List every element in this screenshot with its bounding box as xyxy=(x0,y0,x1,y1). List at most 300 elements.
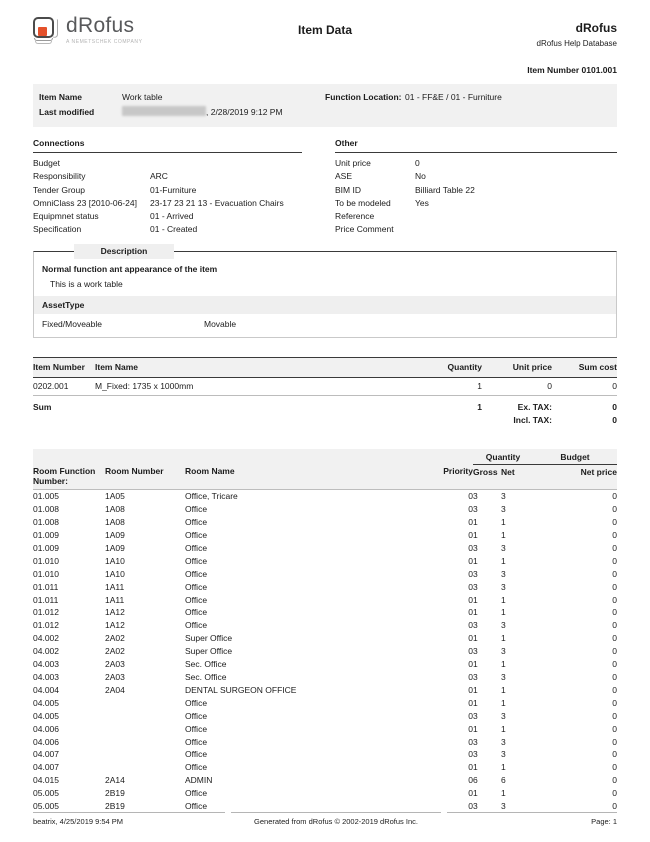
room-gross: 1 xyxy=(473,684,478,695)
room-row xyxy=(33,516,617,529)
room-number: 2A03 xyxy=(105,671,125,682)
room-function-number: 04.003 xyxy=(33,659,59,670)
description-box xyxy=(33,245,617,338)
room-name: Office xyxy=(185,801,208,812)
room-net: 6 xyxy=(501,775,506,786)
room-function-number: 01.011 xyxy=(33,581,59,592)
room-priority: 0 xyxy=(468,659,473,670)
other-label: ASE xyxy=(335,171,353,182)
connection-label: OmniClass 23 [2010-06-24] xyxy=(33,197,137,208)
room-gross: 3 xyxy=(473,671,478,682)
room-net-price: 0 xyxy=(612,659,617,670)
room-gross: 1 xyxy=(473,659,478,670)
other-row xyxy=(335,184,617,197)
connection-label: Tender Group xyxy=(33,184,85,195)
room-priority: 0 xyxy=(468,684,473,695)
room-net: 1 xyxy=(501,633,506,644)
room-number: 1A11 xyxy=(105,581,125,592)
connection-label: Budget xyxy=(33,158,60,168)
room-net: 1 xyxy=(501,762,506,773)
other-value: Yes xyxy=(415,197,429,208)
room-number: 1A08 xyxy=(105,517,125,528)
connection-value: 01-Furniture xyxy=(150,184,197,195)
room-gross: 3 xyxy=(473,542,478,553)
room-gross: 1 xyxy=(473,530,478,540)
room-priority: 0 xyxy=(468,491,473,502)
room-net: 3 xyxy=(501,620,506,631)
room-net-price: 0 xyxy=(612,736,617,747)
room-net-price: 0 xyxy=(612,684,617,695)
connection-row xyxy=(33,170,302,183)
room-priority: 0 xyxy=(468,749,473,760)
room-name: Office xyxy=(185,530,208,540)
room-number xyxy=(105,723,185,736)
items-header-row xyxy=(33,357,617,377)
room-net-price: 0 xyxy=(612,775,617,786)
room-number xyxy=(105,697,185,710)
footer-page-number: Page: 1 xyxy=(447,812,617,826)
room-net-price: 0 xyxy=(612,633,617,644)
room-net: 3 xyxy=(501,749,506,760)
room-row xyxy=(33,697,617,710)
room-name: Office xyxy=(185,620,208,631)
asset-type-band: AssetType xyxy=(34,296,616,314)
item-info-box xyxy=(33,84,617,127)
room-row xyxy=(33,632,617,645)
item-row-number: 0202.001 xyxy=(33,377,95,395)
room-function-number: 04.005 xyxy=(33,697,59,708)
fixed-moveable-value: Movable xyxy=(204,318,237,329)
other-value: Billiard Table 22 xyxy=(415,184,475,195)
room-net-price: 0 xyxy=(612,581,617,592)
room-priority: 0 xyxy=(468,555,473,566)
room-row xyxy=(33,645,617,658)
rooms-table xyxy=(33,449,617,813)
room-net-price: 0 xyxy=(612,801,617,812)
room-function-number: 01.011 xyxy=(33,594,59,605)
connection-value: 01 - Arrived xyxy=(150,211,194,222)
other-label: Unit price xyxy=(335,158,371,168)
room-row xyxy=(33,710,617,723)
other-value xyxy=(415,210,617,223)
room-function-number: 01.005 xyxy=(33,491,59,502)
room-function-number: 01.009 xyxy=(33,542,59,553)
item-row-sum-cost: 0 xyxy=(552,377,617,395)
other-row xyxy=(335,210,617,223)
room-row xyxy=(33,658,617,671)
room-priority: 0 xyxy=(468,607,473,618)
room-net: 1 xyxy=(501,723,506,734)
description-tab: Description xyxy=(74,244,174,259)
room-net-price: 0 xyxy=(612,697,617,708)
quantity-group-header: Quantity xyxy=(473,449,533,465)
connection-label: Specification xyxy=(33,224,82,235)
room-priority: 0 xyxy=(468,530,473,540)
room-priority: 0 xyxy=(468,517,473,528)
room-number: 1A09 xyxy=(105,542,125,553)
room-gross: 3 xyxy=(473,581,478,592)
room-name: Office xyxy=(185,723,208,734)
room-priority: 0 xyxy=(468,762,473,773)
room-net: 3 xyxy=(501,710,506,721)
item-row-quantity: 1 xyxy=(417,377,482,395)
item-number: Item Number 0101.001 xyxy=(527,65,617,75)
room-priority: 0 xyxy=(468,568,473,579)
room-net-price: 0 xyxy=(612,671,617,682)
room-row xyxy=(33,568,617,581)
logo-subtext: A NEMETSCHEK COMPANY xyxy=(66,39,143,45)
room-gross: 3 xyxy=(473,749,478,760)
room-name: Office xyxy=(185,555,208,566)
room-priority: 0 xyxy=(468,710,473,721)
connection-row xyxy=(33,157,302,170)
room-net: 1 xyxy=(501,659,506,670)
room-number: 2A04 xyxy=(105,684,125,695)
room-function-number: 04.015 xyxy=(33,775,59,786)
room-net-price: 0 xyxy=(612,555,617,566)
room-priority: 0 xyxy=(468,633,473,644)
other-row xyxy=(335,157,617,170)
room-function-number: 04.006 xyxy=(33,736,59,747)
ex-tax-value: 0 xyxy=(612,401,617,412)
other-label: BIM ID xyxy=(335,184,361,195)
room-gross: 3 xyxy=(473,568,478,579)
function-location-label: Function Location: xyxy=(325,92,402,102)
room-number: 1A09 xyxy=(105,530,125,540)
connection-value: 23-17 23 21 13 - Evacuation Chairs xyxy=(150,197,284,208)
room-priority: 0 xyxy=(468,504,473,515)
room-row xyxy=(33,619,617,632)
connection-label: Equipmnet status xyxy=(33,211,99,222)
room-gross: 3 xyxy=(473,736,478,747)
room-number xyxy=(105,710,185,723)
connection-row xyxy=(33,210,302,223)
room-net: 1 xyxy=(501,684,506,695)
connection-row xyxy=(33,184,302,197)
item-row-name: M_Fixed: 1735 x 1000mm xyxy=(95,377,417,395)
room-function-number: 04.002 xyxy=(33,646,59,657)
room-row xyxy=(33,684,617,697)
other-list xyxy=(335,157,617,237)
room-number: 1A10 xyxy=(105,555,125,566)
room-net: 3 xyxy=(501,504,506,515)
items-incl-tax-row xyxy=(33,413,617,427)
sum-quantity: 1 xyxy=(477,401,482,412)
room-row xyxy=(33,748,617,761)
items-sum-row xyxy=(33,395,617,413)
description-text: This is a work table xyxy=(50,278,123,289)
room-number: 1A08 xyxy=(105,504,125,515)
report-header xyxy=(33,14,617,49)
room-row xyxy=(33,761,617,774)
room-name: Office xyxy=(185,607,208,618)
room-function-number: 01.010 xyxy=(33,568,59,579)
room-net: 1 xyxy=(501,530,506,540)
function-location-row xyxy=(325,90,611,120)
function-location-value: 01 - FF&E / 01 - Furniture xyxy=(405,92,502,102)
room-net-price: 0 xyxy=(612,762,617,773)
connection-row xyxy=(33,197,302,210)
incl-tax-value: 0 xyxy=(612,414,617,425)
room-priority: 0 xyxy=(468,594,473,605)
room-net: 3 xyxy=(501,801,506,812)
room-priority: 0 xyxy=(468,542,473,553)
room-gross: 1 xyxy=(473,517,478,528)
description-heading: Normal function ant appearance of the item xyxy=(42,263,218,274)
room-function-number: 05.005 xyxy=(33,801,59,812)
room-name: Office xyxy=(185,697,208,708)
room-function-number: 01.008 xyxy=(33,504,59,515)
room-function-number: 01.012 xyxy=(33,620,59,631)
rooms-header-room-number: Room Number xyxy=(105,464,185,490)
connection-label: Responsibility xyxy=(33,171,86,182)
room-net-price: 0 xyxy=(612,530,617,540)
drofus-logo-icon xyxy=(33,17,60,49)
room-row xyxy=(33,606,617,619)
other-row xyxy=(335,223,617,236)
room-name: Office xyxy=(185,504,208,515)
room-row xyxy=(33,490,617,503)
room-row xyxy=(33,736,617,749)
incl-tax-label: Incl. TAX: xyxy=(513,414,552,425)
page-footer xyxy=(33,812,617,826)
room-priority: 0 xyxy=(468,736,473,747)
room-net-price: 0 xyxy=(612,723,617,734)
room-net: 3 xyxy=(501,581,506,592)
rooms-header-gross: Gross xyxy=(473,464,501,490)
room-number: 2A03 xyxy=(105,659,125,670)
room-row xyxy=(33,503,617,516)
room-number xyxy=(105,748,185,761)
connection-row xyxy=(33,223,302,236)
room-number: 1A10 xyxy=(105,568,125,579)
database-subtitle: dRofus Help Database xyxy=(536,39,617,48)
items-table-body xyxy=(33,377,617,395)
room-gross: 3 xyxy=(473,646,478,657)
connection-value xyxy=(150,157,302,170)
fixed-moveable-row xyxy=(42,314,608,337)
room-priority: 0 xyxy=(468,646,473,657)
room-priority: 0 xyxy=(468,775,473,786)
room-net: 1 xyxy=(501,607,506,618)
room-gross: 3 xyxy=(473,620,478,631)
room-row xyxy=(33,774,617,787)
room-gross: 1 xyxy=(473,633,478,644)
room-gross: 1 xyxy=(473,555,478,566)
room-number: 2A02 xyxy=(105,633,125,644)
room-net-price: 0 xyxy=(612,607,617,618)
room-name: Office xyxy=(185,517,208,528)
connection-value: ARC xyxy=(150,171,168,182)
room-gross: 1 xyxy=(473,607,478,618)
item-name-label: Item Name xyxy=(39,92,82,102)
room-net: 1 xyxy=(501,517,506,528)
room-name: Office xyxy=(185,710,208,721)
connections-section xyxy=(33,138,302,237)
room-function-number: 04.007 xyxy=(33,749,59,760)
item-name-value: Work table xyxy=(122,92,163,102)
room-name: Sec. Office xyxy=(185,671,227,682)
connections-list xyxy=(33,157,302,237)
room-gross: 3 xyxy=(473,710,478,721)
room-net: 3 xyxy=(501,542,506,553)
room-net-price: 0 xyxy=(612,710,617,721)
detail-columns xyxy=(33,138,617,237)
room-function-number: 04.003 xyxy=(33,671,59,682)
other-label: To be modeled xyxy=(335,197,391,208)
room-number xyxy=(105,736,185,749)
room-row xyxy=(33,529,617,542)
other-value xyxy=(415,223,617,236)
room-name: Office xyxy=(185,762,208,773)
rooms-header-priority: Priority xyxy=(407,464,473,490)
room-function-number: 04.004 xyxy=(33,684,59,695)
room-name: Office xyxy=(185,594,208,605)
info-left-column xyxy=(39,90,325,120)
item-row xyxy=(33,377,617,395)
room-priority: 0 xyxy=(468,697,473,708)
connection-value: 01 - Created xyxy=(150,224,198,235)
room-number: 2A14 xyxy=(105,775,125,786)
footer-generated-note: Generated from dRofus © 2002-2019 dRofus Inc. xyxy=(231,812,441,826)
room-row xyxy=(33,787,617,800)
room-gross: 3 xyxy=(473,801,478,812)
room-name: Office xyxy=(185,568,208,579)
items-header-item-number: Item Number xyxy=(33,357,95,377)
room-function-number: 04.007 xyxy=(33,762,59,773)
items-header-unit-price: Unit price xyxy=(482,357,552,377)
room-net: 3 xyxy=(501,671,506,682)
room-gross: 1 xyxy=(473,723,478,734)
report-title: Item Data xyxy=(297,23,353,37)
room-priority: 0 xyxy=(468,620,473,631)
room-number: 2B19 xyxy=(105,801,125,812)
room-net-price: 0 xyxy=(612,646,617,657)
footer-user-timestamp: beatrix, 4/25/2019 9:54 PM xyxy=(33,812,225,826)
room-name: Office xyxy=(185,581,208,592)
rooms-header-net-price: Net price xyxy=(533,464,617,490)
room-net-price: 0 xyxy=(612,749,617,760)
room-gross: 1 xyxy=(473,697,478,708)
room-name: Super Office xyxy=(185,633,233,644)
room-number: 2B19 xyxy=(105,788,125,799)
room-net-price: 0 xyxy=(612,491,617,502)
room-number: 1A12 xyxy=(105,607,125,618)
rooms-header-room-name: Room Name xyxy=(185,464,407,490)
other-title: Other xyxy=(335,138,617,153)
room-number: 1A05 xyxy=(105,491,125,502)
room-name: Sec. Office xyxy=(185,659,227,670)
fixed-moveable-label: Fixed/Moveable xyxy=(42,318,103,329)
room-name: Office xyxy=(185,788,208,799)
room-net-price: 0 xyxy=(612,542,617,553)
room-gross: 6 xyxy=(473,775,478,786)
room-row xyxy=(33,800,617,813)
room-name: Super Office xyxy=(185,646,233,657)
room-row xyxy=(33,542,617,555)
sub-items-table xyxy=(33,357,617,427)
rooms-header-function-number: Room Function Number: xyxy=(33,464,105,490)
room-number: 2A02 xyxy=(105,646,125,657)
rooms-group-header-row xyxy=(33,449,617,465)
room-name: Office xyxy=(185,736,208,747)
rooms-table-body xyxy=(33,490,617,813)
ex-tax-label: Ex. TAX: xyxy=(517,401,552,412)
room-row xyxy=(33,671,617,684)
room-net: 3 xyxy=(501,646,506,657)
last-modified-value: , 2/28/2019 9:12 PM xyxy=(122,105,283,120)
items-header-sum-cost: Sum cost xyxy=(552,357,617,377)
item-row-unit-price: 0 xyxy=(482,377,552,395)
items-header-item-name: Item Name xyxy=(95,357,417,377)
logo-text xyxy=(66,14,142,45)
room-net: 1 xyxy=(501,555,506,566)
other-label: Reference xyxy=(335,211,375,222)
room-net: 1 xyxy=(501,594,506,605)
room-gross: 1 xyxy=(473,788,478,799)
last-modified-label: Last modified xyxy=(39,107,95,117)
room-name: ADMIN xyxy=(185,775,213,786)
room-gross: 3 xyxy=(473,504,478,515)
other-label: Price Comment xyxy=(335,224,394,235)
room-net-price: 0 xyxy=(612,594,617,605)
room-net: 1 xyxy=(501,697,506,708)
room-net: 3 xyxy=(501,736,506,747)
room-row xyxy=(33,594,617,607)
room-function-number: 05.005 xyxy=(33,788,59,799)
other-row xyxy=(335,197,617,210)
room-function-number: 04.002 xyxy=(33,633,59,644)
room-net-price: 0 xyxy=(612,504,617,515)
database-name: dRofus xyxy=(575,21,617,35)
redacted-user-name xyxy=(122,106,206,116)
room-row xyxy=(33,723,617,736)
other-value: 0 xyxy=(415,158,420,168)
rooms-header-net: Net xyxy=(501,464,533,490)
header-right xyxy=(417,14,617,48)
room-row xyxy=(33,555,617,568)
item-name-row xyxy=(39,90,325,105)
room-function-number: 04.006 xyxy=(33,723,59,734)
other-value: No xyxy=(415,171,426,182)
room-priority: 0 xyxy=(468,801,473,812)
room-function-number: 01.012 xyxy=(33,607,59,618)
room-number: 1A11 xyxy=(105,594,125,605)
room-gross: 3 xyxy=(473,491,478,502)
room-function-number: 01.009 xyxy=(33,530,59,540)
other-section xyxy=(335,138,617,237)
items-header-quantity: Quantity xyxy=(417,357,482,377)
room-name: Office, Tricare xyxy=(185,491,238,502)
room-function-number: 01.010 xyxy=(33,555,59,566)
room-priority: 0 xyxy=(468,723,473,734)
sum-label: Sum xyxy=(33,401,52,412)
budget-group-header: Budget xyxy=(533,449,617,465)
other-row xyxy=(335,170,617,183)
room-net: 1 xyxy=(501,788,506,799)
room-net-price: 0 xyxy=(612,788,617,799)
room-name: Office xyxy=(185,542,208,553)
room-row xyxy=(33,581,617,594)
room-net-price: 0 xyxy=(612,568,617,579)
room-net-price: 0 xyxy=(612,517,617,528)
room-gross: 1 xyxy=(473,594,478,605)
drofus-logo xyxy=(33,14,233,49)
room-priority: 0 xyxy=(468,671,473,682)
connections-title: Connections xyxy=(33,138,302,153)
room-priority: 0 xyxy=(468,581,473,592)
logo-name: dRofus xyxy=(66,14,135,37)
